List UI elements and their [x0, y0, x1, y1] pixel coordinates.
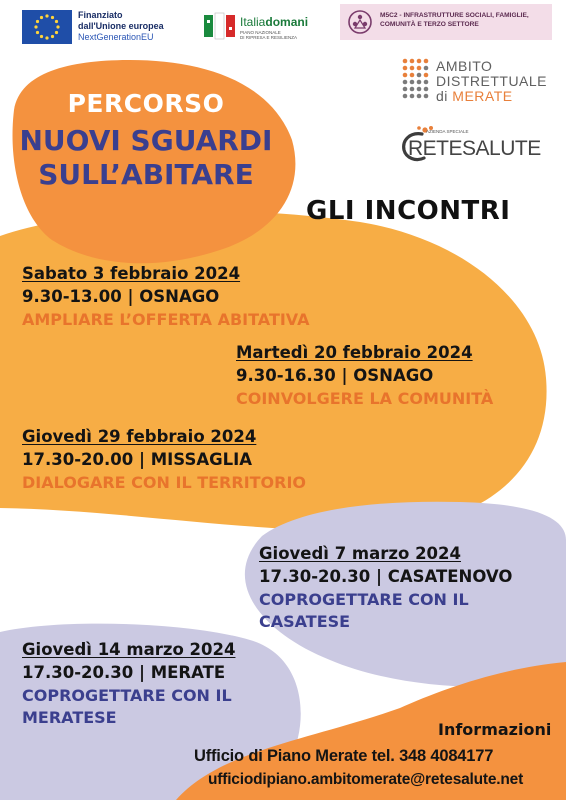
italia-domani-icon — [202, 11, 236, 41]
event-date: Giovedì 14 marzo 2024 — [22, 640, 236, 659]
italia-domani-name — [240, 15, 308, 29]
eu-funding-text — [78, 10, 164, 43]
eu-line-1: Finanziato — [78, 10, 123, 20]
event-topic: COPROGETTARE CON IL MERATESE — [22, 686, 232, 727]
event-date: Giovedì 29 febbraio 2024 — [22, 427, 257, 446]
event-5 — [22, 639, 282, 729]
event-1 — [22, 263, 309, 331]
event-2 — [236, 342, 493, 410]
dots-grid-icon — [402, 58, 430, 104]
ambito-line-2: DISTRETTUALE — [436, 73, 548, 89]
ambito-text — [436, 59, 547, 104]
event-time-place: 17.30-20.30 | CASATENOVO — [259, 567, 513, 586]
community-icon — [346, 9, 374, 35]
info-email-link[interactable]: ufficiodipiano.ambitomerate@retesalute.net — [208, 771, 524, 788]
ambito-line-3 — [436, 89, 547, 104]
title-line-1: PERCORSO — [67, 89, 225, 118]
m5c2-mission-logo — [340, 4, 552, 40]
info-title: Informazioni — [438, 720, 552, 739]
events-heading: GLI INCONTRI — [306, 196, 511, 226]
info-phone: Ufficio di Piano Merate tel. 348 4084177 — [194, 747, 494, 765]
event-topic: DIALOGARE CON IL TERRITORIO — [22, 473, 307, 492]
eu-flag-icon — [22, 10, 72, 44]
event-date: Sabato 3 febbraio 2024 — [22, 264, 241, 283]
eu-funding-logo — [20, 6, 180, 46]
title-line-2: NUOVI SGUARDI — [19, 124, 273, 157]
event-topic: AMPLIARE L’OFFERTA ABITATIVA — [22, 310, 310, 329]
retesalute-name: RETESALUTE — [408, 137, 541, 160]
italia-sub-2: DI RIPRESA E RESILIENZA — [240, 35, 298, 40]
event-4 — [259, 543, 519, 633]
eu-line-2: dall'Unione europea — [78, 21, 164, 31]
ambito-merate-logo — [398, 50, 550, 112]
m5c2-mission-text: M5C2 - INFRASTRUTTURE SOCIALI, FAMIGLIE, COMUNITÀ E TERZO SETTORE — [380, 12, 529, 28]
italia-sub-1: PIANO NAZIONALE — [240, 30, 281, 35]
italia-domani-subtitle — [240, 30, 297, 40]
event-time-place: 17.30-20.00 | MISSAGLIA — [22, 450, 253, 469]
italia-domani-logo — [196, 6, 322, 46]
ambito-di: di — [436, 88, 453, 104]
ambito-line-1: AMBITO — [436, 58, 493, 74]
event-topic: COINVOLGERE LA COMUNITÀ — [236, 389, 494, 408]
event-time-place: 9.30-16.30 | OSNAGO — [236, 366, 434, 385]
retesalute-subtitle: AZIENDA SPECIALE — [426, 129, 469, 134]
eu-line-3: NextGenerationEU — [78, 32, 154, 42]
event-topic: COPROGETTARE CON IL CASATESE — [259, 590, 469, 631]
event-3 — [22, 426, 306, 494]
event-time-place: 9.30-13.00 | OSNAGO — [22, 287, 220, 306]
event-time-place: 17.30-20.30 | MERATE — [22, 663, 226, 682]
title-line-3: SULL’ABITARE — [38, 158, 254, 191]
italia-word: Italia — [240, 15, 266, 29]
event-date: Martedì 20 febbraio 2024 — [236, 343, 473, 362]
event-date: Giovedì 7 marzo 2024 — [259, 544, 461, 563]
domani-word: domani — [265, 15, 309, 29]
ambito-merate: MERATE — [452, 88, 513, 104]
retesalute-logo — [396, 120, 554, 168]
